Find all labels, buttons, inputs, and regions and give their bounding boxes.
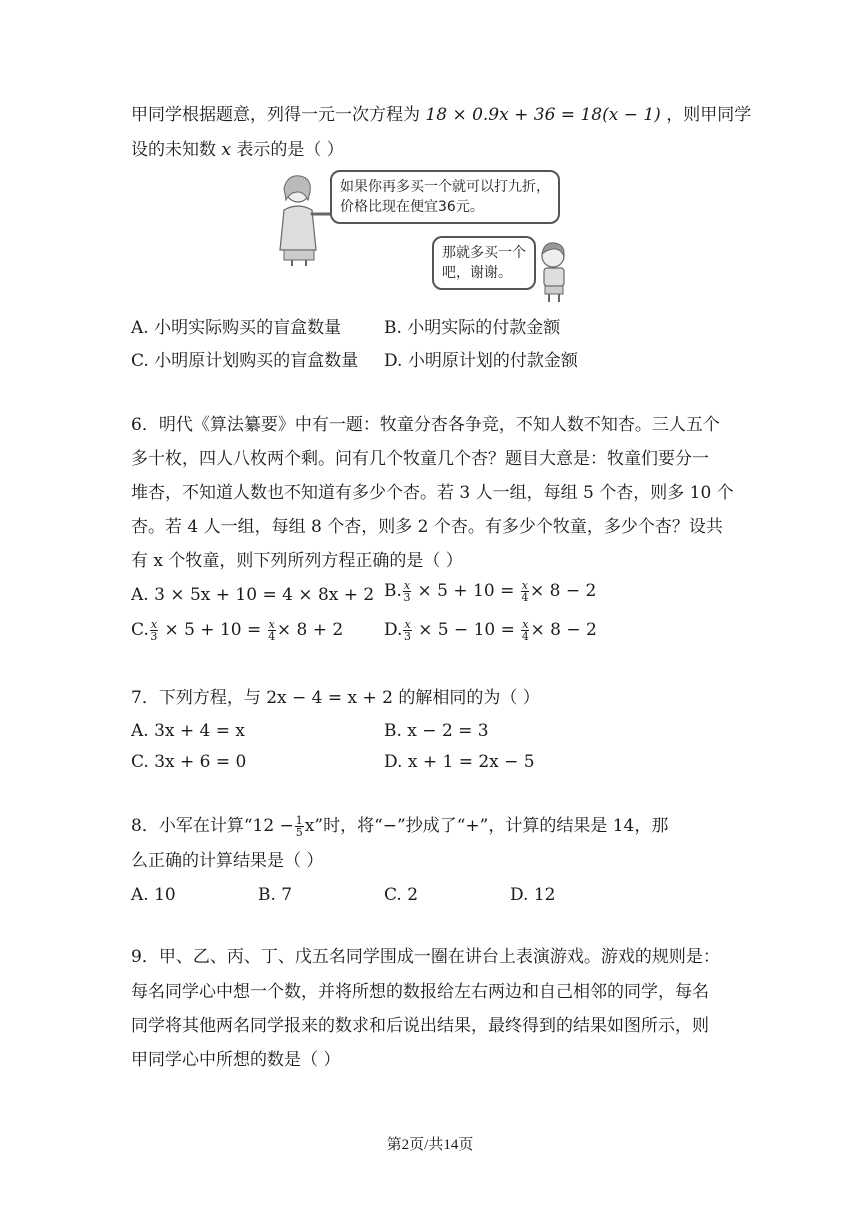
fraction [150, 619, 158, 642]
q6-line-3: 堆杏，不知道人数也不知道有多少个杏。若 3 人一组，每组 5 个杏，则多 10 个 [131, 483, 734, 503]
q8-text-pre: 8．小军在计算“12 − [131, 816, 294, 836]
q9-line-1: 9．甲、乙、丙、丁、戊五名同学围成一圈在讲台上表演游戏。游戏的规则是： [131, 947, 720, 967]
q6-option-b [384, 580, 596, 603]
q7-stem: 7．下列方程，与 2x − 4 = x + 2 的解相同的为（ ） [131, 688, 540, 708]
q7-option-b: B. x − 2 = 3 [384, 721, 489, 741]
q6-line-5: 有 x 个牧童，则下列所列方程正确的是（ ） [131, 551, 463, 571]
intro-text-2: 设的未知数 [131, 140, 216, 160]
intro-text-2-end: 表示的是（ ） [236, 140, 344, 160]
q6-option-d-mid: × 5 − 10 = [418, 620, 515, 640]
teacher-speech-line-2: 价格比现在便宜36元。 [340, 199, 484, 215]
q6-option-b-mid: × 5 + 10 = [417, 581, 515, 601]
intro-text: 甲同学根据题意，列得一元一次方程为 [131, 105, 420, 125]
q9-line-4: 甲同学心中所想的数是（ ） [131, 1050, 341, 1070]
fraction [268, 619, 276, 642]
intro-text-end: ，则甲同学 [666, 105, 752, 125]
q8-option-c: C. 2 [384, 885, 419, 905]
fraction-denominator: 4 [521, 630, 529, 643]
q6-option-d-label: D. [384, 620, 403, 640]
q7-option-c: C. 3x + 6 = 0 [131, 752, 247, 772]
fraction-numerator: x [404, 618, 411, 631]
q6-option-c-end: × 8 + 2 [276, 620, 344, 640]
page-footer: 第2页/共14页 [386, 1137, 474, 1153]
q7-option-d: D. x + 1 = 2x − 5 [384, 752, 535, 772]
fraction [403, 580, 411, 603]
q7-option-a: A. 3x + 4 = x [131, 721, 245, 741]
fraction-numerator: x [403, 579, 411, 592]
boy-speech-line-1: 那就多买一个 [442, 245, 526, 261]
intro-variable: x [221, 140, 231, 160]
q5-option-a: A. 小明实际购买的盲盒数量 [131, 318, 342, 338]
teacher-speech-bubble [330, 170, 560, 224]
q6-option-a: A. 3 × 5x + 10 = 4 × 8x + 2 [131, 585, 375, 605]
q8-text-post: x”时，将“−”抄成了“+”，计算的结果是 14，那 [304, 816, 669, 836]
q8-line-1 [131, 815, 668, 838]
q6-option-c-label: C. [131, 620, 149, 640]
q6-option-b-label: B. [384, 581, 402, 601]
fraction-numerator: x [268, 618, 275, 631]
q6-option-b-end: × 8 − 2 [529, 581, 597, 601]
fraction [403, 619, 411, 642]
fraction [521, 580, 529, 603]
q8-line-2: 么正确的计算结果是（ ） [131, 851, 324, 871]
fraction [521, 619, 529, 642]
q6-option-c-mid: × 5 + 10 = [164, 620, 262, 640]
fraction-denominator: 4 [268, 630, 276, 643]
fraction-numerator: x [521, 579, 528, 592]
fraction-numerator: x [150, 618, 158, 631]
q5-option-d: D. 小明原计划的付款金额 [384, 351, 578, 371]
q9-line-3: 同学将其他两名同学报来的数求和后说出结果，最终得到的结果如图所示，则 [131, 1016, 709, 1036]
q5-option-b: B. 小明实际的付款金额 [384, 318, 561, 338]
intro-line-2 [131, 139, 344, 161]
q8-option-b: B. 7 [258, 885, 293, 905]
fraction-numerator: 1 [295, 814, 303, 827]
q5-option-c: C. 小明原计划购买的盲盒数量 [131, 351, 359, 371]
fraction [295, 815, 304, 838]
q6-option-c [131, 619, 343, 642]
teacher-speech-line-1: 如果你再多买一个就可以打九折， [340, 179, 550, 195]
q6-option-d [384, 619, 597, 642]
q6-line-4: 杏。若 4 人一组，每组 8 个杏，则多 2 个杏。有多少个牧童，多少个杏？设共 [131, 517, 723, 537]
q9-line-2: 每名同学心中想一个数，并将所想的数报给左右两边和自己相邻的同学，每名 [131, 982, 709, 1002]
q6-line-1: 6．明代《算法纂要》中有一题：牧童分杏各争竞，不知人数不知杏。三人五个 [131, 415, 720, 435]
q6-option-d-end: × 8 − 2 [530, 620, 597, 640]
fraction-denominator: 3 [150, 630, 158, 643]
intro-equation: 18 × 0.9x + 36 = 18(x − 1) [425, 105, 661, 125]
intro-line-1 [131, 104, 751, 126]
teacher-figure [280, 176, 332, 266]
q8-option-a: A. 10 [131, 885, 176, 905]
fraction-denominator: 3 [403, 591, 411, 604]
fraction-denominator: 4 [521, 591, 529, 604]
fraction-numerator: x [522, 618, 529, 631]
boy-figure [542, 243, 564, 302]
boy-speech-line-2: 吧，谢谢。 [442, 265, 512, 281]
q6-line-2: 多十枚，四人八枚两个剩。问有几个牧童几个杏？题目大意是：牧童们要分一 [131, 449, 709, 469]
fraction-denominator: 5 [295, 826, 303, 839]
fraction-denominator: 3 [404, 630, 412, 643]
q8-option-d: D. 12 [510, 885, 556, 905]
boy-speech-bubble [432, 236, 536, 290]
